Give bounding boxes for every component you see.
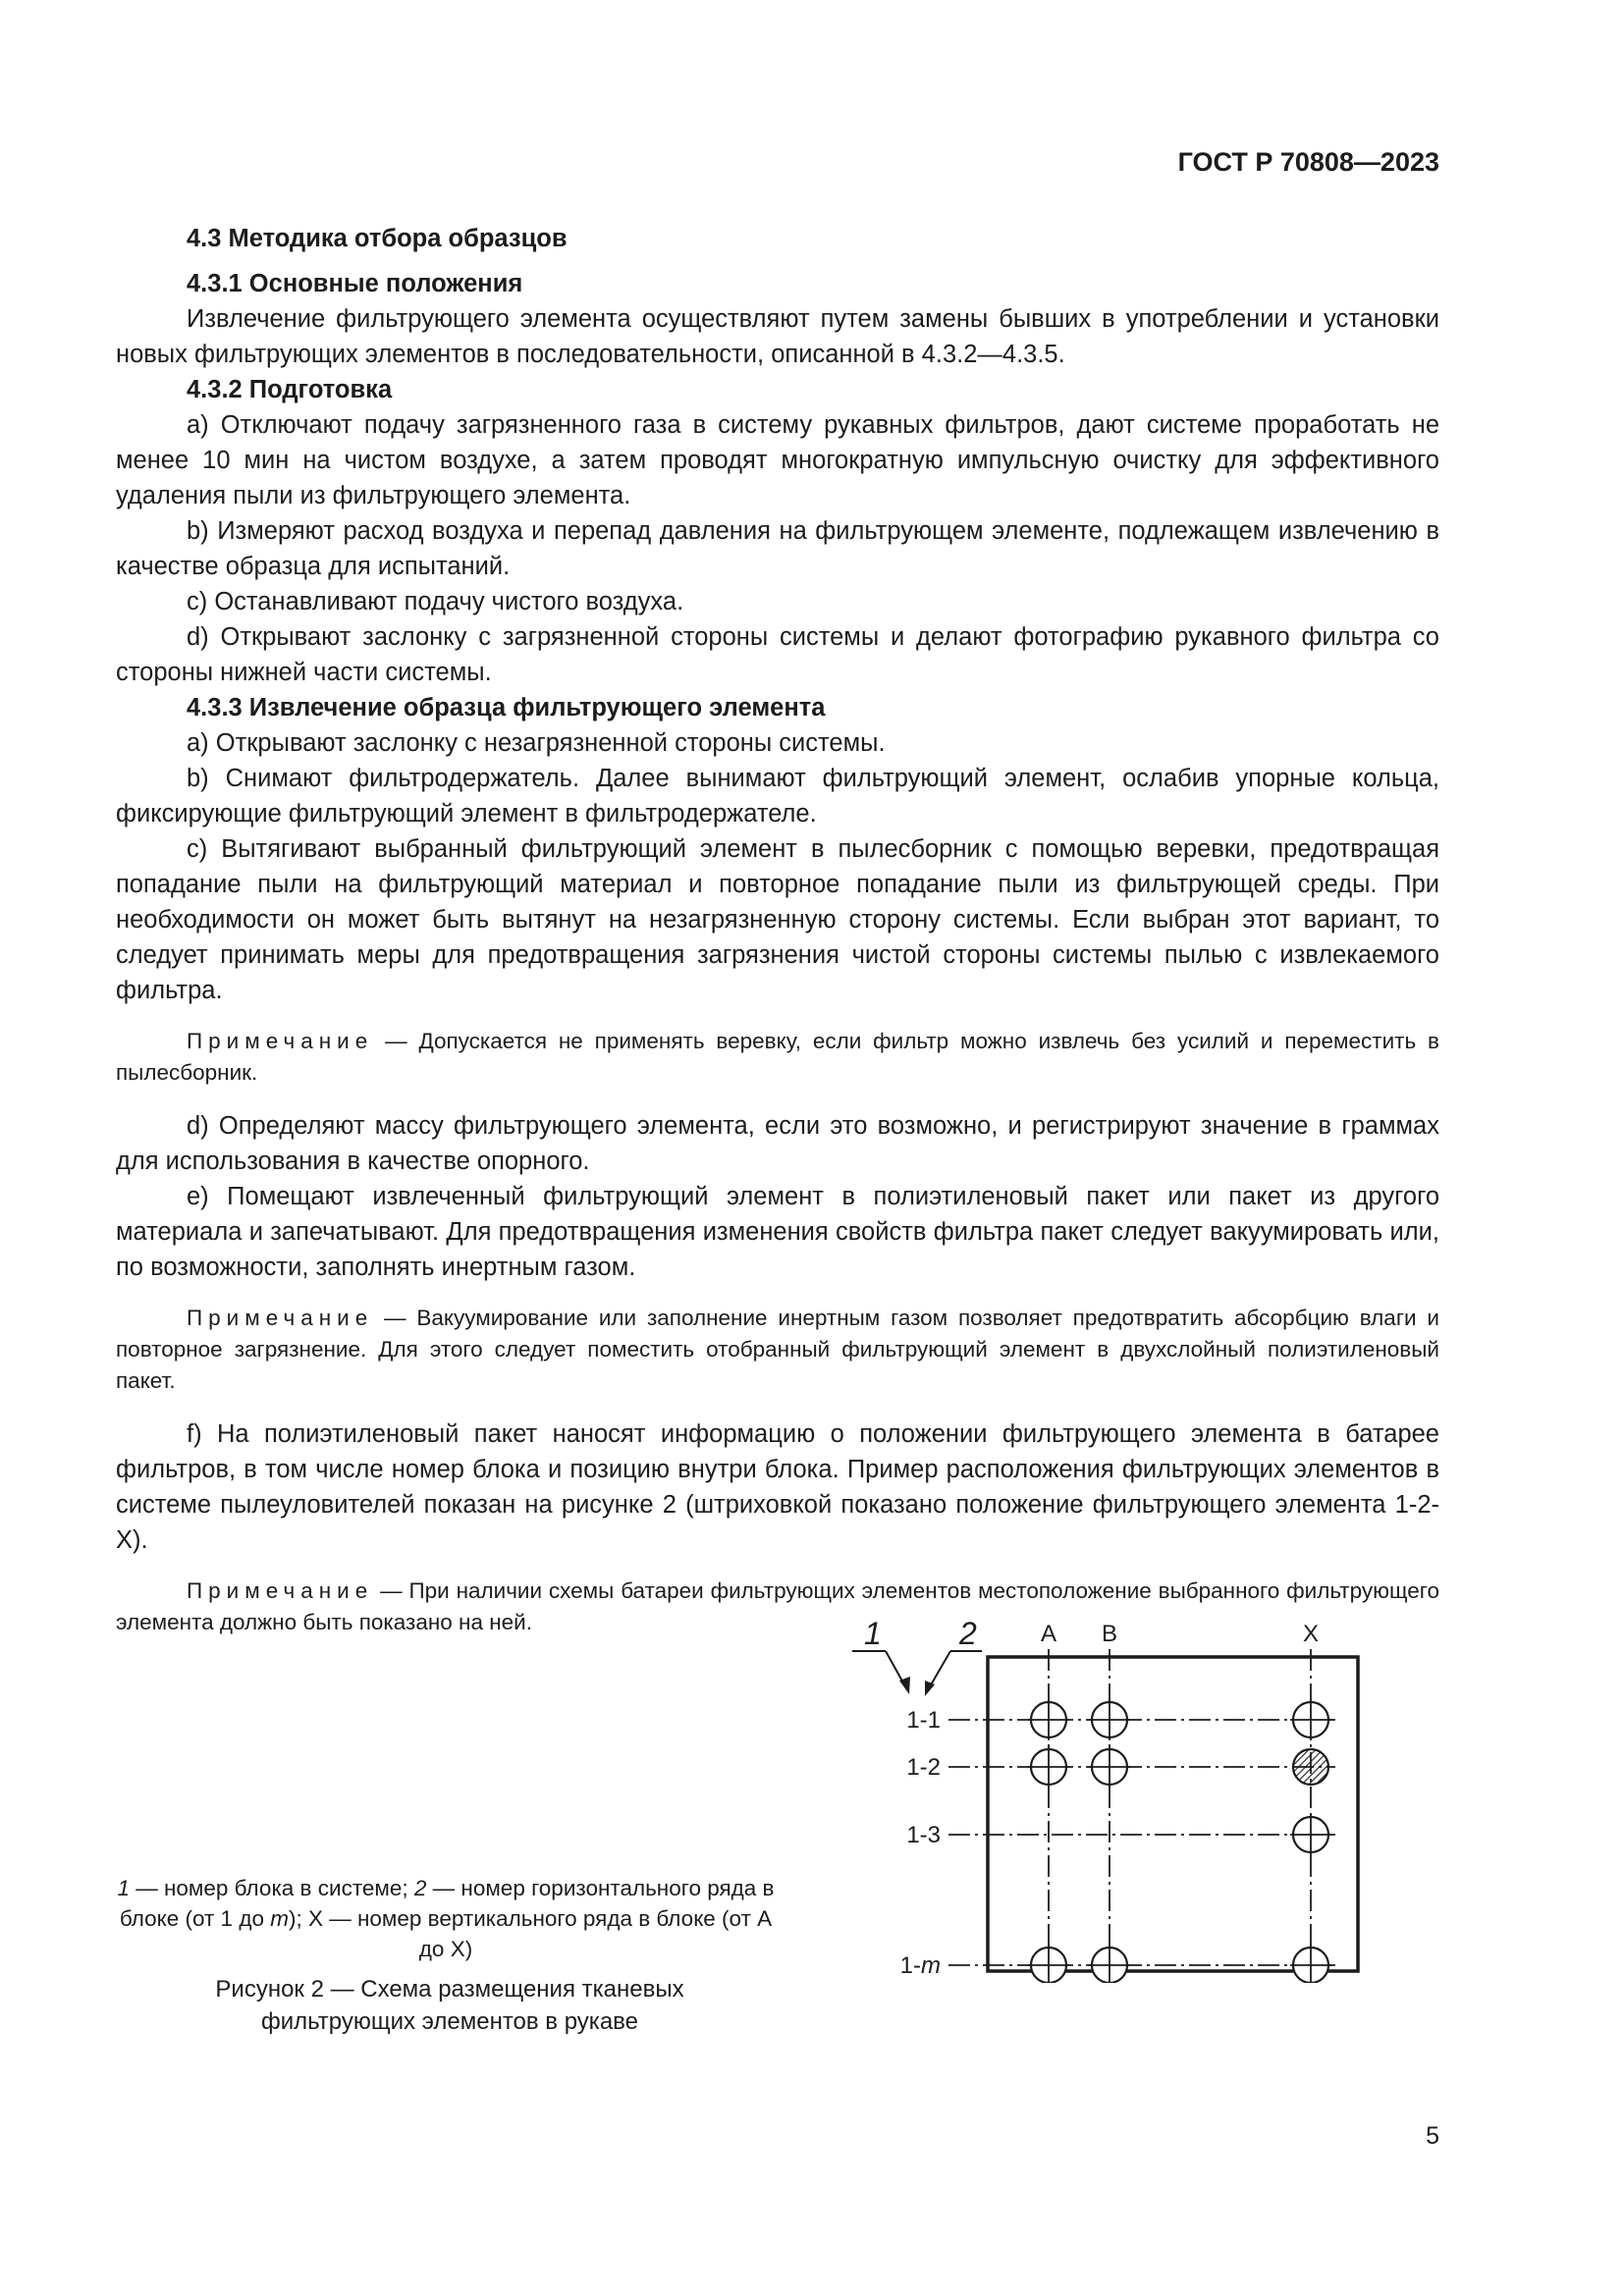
list-item: d) Определяют массу фильтрующего элемента, если это возможно, и регистрируют значение в граммах для использования в качестве опорного. [116,1112,1439,1175]
callout-2-arrowhead [925,1681,935,1696]
row-label-1-m: 1-m [899,1952,941,1979]
row-label-1-1: 1-1 [906,1707,941,1734]
filter-layout-diagram [835,1571,1365,1983]
page-number: 5 [1426,2122,1439,2150]
list-item: с) Останавливают подачу чистого воздуха. [187,588,684,615]
row-label-1-2: 1-2 [906,1754,941,1781]
document-body [116,221,1439,1658]
note [116,1026,1439,1089]
note-text: — Допускается не применять веревку, если фильтр можно извлечь без усилий и переместить в пылесборник. [116,1029,1439,1085]
list-item: f) На полиэтиленовый пакет наносят информацию о положении фильтрующего элемента в батарее фильтров, в том числе номер блока и позицию внутри блока. Пример расположения фильтрующих элементов в системе пылеуловителей показан на рисунке 2 (штриховкой показано положение фильтрующего элемента 1-2-Х). [116,1420,1439,1554]
paragraph: Извлечение фильтрующего элемента осуществляют путем замены бывших в употреблении и установки новых фильтрующих элементов в последовательности, описанной в 4.3.2—4.3.5. [116,305,1439,368]
subsection-title-4-3-3: 4.3.3 Извлечение образца фильтрующего элемента [187,694,826,721]
list-item: а) Открывают заслонку с незагрязненной стороны системы. [187,729,886,757]
section-title: 4.3 Методика отбора образцов [187,225,568,252]
column-label-a: А [1040,1621,1057,1647]
subsection-title-4-3-1: 4.3.1 Основные положения [187,270,523,297]
column-label-x: Х [1302,1621,1320,1647]
list-item: а) Отключают подачу загрязненного газа в систему рукавных фильтров, дают системе проработать не менее 10 мин на чистом воздухе, а затем проводят многократную импульсную очистку для эффективного удаления пыли из фильтрующего элемента. [116,411,1439,509]
list-item: с) Вытягивают выбранный фильтрующий элемент в пылесборник с помощью веревки, предотвращая попадание пыли на фильтрующий материал и повторное попадание пыли из фильтрующей среды. При необходимости он может быть вытянут на незагрязненную сторону системы. Если выбран этот вариант, то следует принимать меры для предотвращения загрязнения чистой стороны системы пылью с извлекаемого фильтра. [116,835,1439,1004]
list-item: е) Помещают извлеченный фильтрующий элемент в полиэтиленовый пакет или пакет из другого материала и запечатывают. Для предотвращения изменения свойств фильтра пакет следует вакуумировать или, по возможности, заполнять инертным газом. [116,1183,1439,1281]
figure-caption: Рисунок 2 — Схема размещения тканевых фильтрующих элементов в рукаве [215,1976,684,2035]
row-label-1-3: 1-3 [906,1822,941,1848]
list-item: b) Измеряют расход воздуха и перепад давления на фильтрующем элементе, подлежащем извлечению в качестве образца для испытаний. [116,517,1439,580]
figure-2 [0,1571,1624,2035]
list-item: b) Снимают фильтродержатель. Далее вынимают фильтрующий элемент, ослабив упорные кольца, фиксирующие фильтрующий элемент в фильтродержателе. [116,765,1439,828]
figure-legend: 1 — номер блока в системе; 2 — номер горизонтального ряда в блоке (от 1 до m); Х — номер вертикального ряда в блоке (от А до Х) [117,1876,775,1961]
callout-1-label: 1 [864,1616,882,1651]
note-label: Примечание [187,1578,374,1603]
note-label: Примечание [187,1029,374,1053]
note-text: — Вакуумирование или заполнение инертным газом позволяет предотвратить абсорбцию влаги и повторное загрязнение. Для этого следует поместить отобранный фильтрующий элемент в двухслойный полиэтиленовый пакет. [116,1306,1439,1393]
document-code: ГОСТ Р 70808—2023 [1177,147,1439,177]
list-item: d) Открывают заслонку с загрязненной стороны системы и делают фотографию рукавного фильтра со стороны нижней части системы. [116,623,1439,686]
callout-2-leader [929,1651,950,1688]
subsection-title-4-3-2: 4.3.2 Подготовка [187,376,393,403]
note-text: — При наличии схемы батареи фильтрующих элементов местоположение выбранного фильтрующего элемента должно быть показано на ней. [116,1578,1439,1634]
column-label-b: В [1101,1621,1118,1647]
note [116,1303,1439,1397]
filter-element-1-2-x-hatched [1293,1749,1328,1785]
note-label: Примечание [187,1306,374,1330]
callout-2-label: 2 [959,1616,977,1651]
